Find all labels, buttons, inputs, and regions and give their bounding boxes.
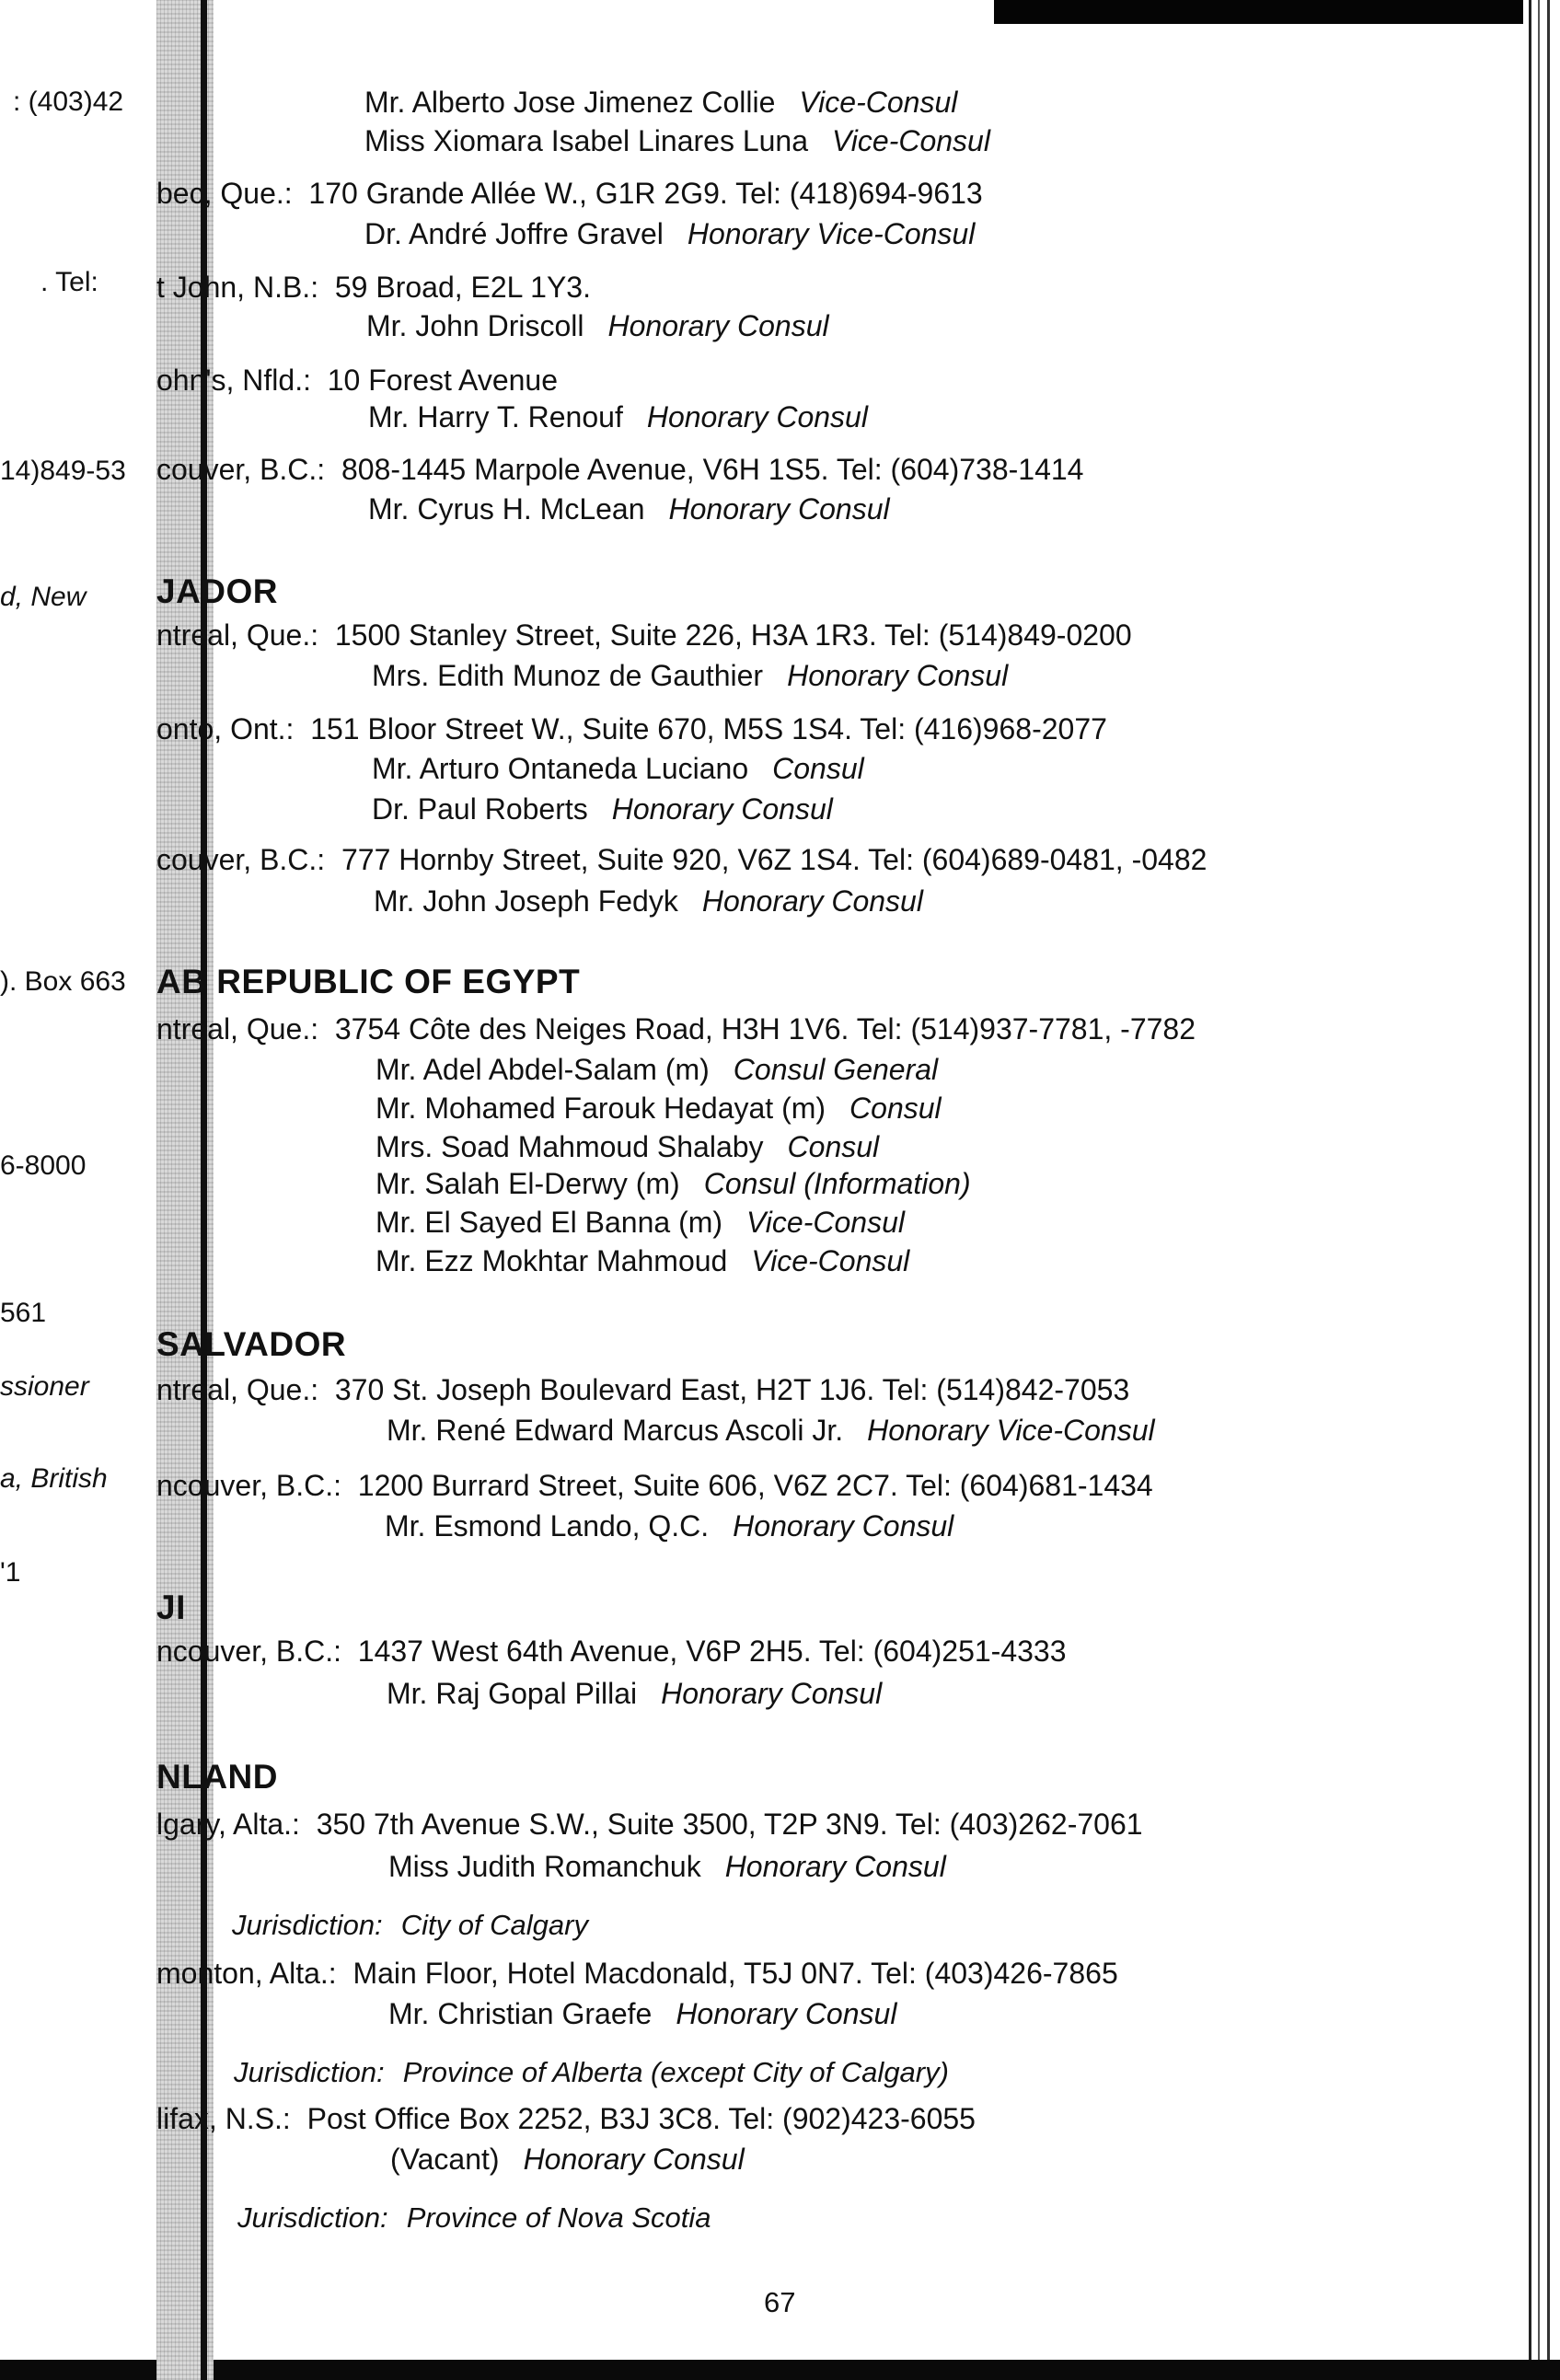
person-role: Honorary Vice-Consul (687, 217, 976, 250)
location-label: ntreal, Que.: (156, 1012, 319, 1046)
person-name: Mrs. Soad Mahmoud Shalaby (376, 1130, 764, 1163)
address: 151 Bloor Street W., Suite 670, M5S 1S4. Tel: (416)968-2077 (310, 712, 1107, 745)
person-role: Vice-Consul (832, 124, 990, 157)
person-line (374, 886, 923, 916)
address-line (156, 620, 1132, 650)
person-name: Mr. Mohamed Farouk Hedayat (m) (376, 1092, 826, 1125)
jurisdiction-line (237, 2201, 711, 2235)
person-role: Honorary Consul (787, 659, 1009, 692)
jurisdiction-value: Province of Nova Scotia (406, 2201, 711, 2234)
location-label: ncouver, B.C.: (156, 1635, 341, 1668)
page-number: 67 (764, 2286, 796, 2318)
person-role: Consul (Information) (703, 1167, 971, 1200)
person-name: Mr. El Sayed El Banna (m) (376, 1206, 723, 1239)
person-line (390, 2144, 745, 2174)
person-name: Mr. John Joseph Fedyk (374, 884, 678, 918)
person-line (376, 1207, 905, 1237)
address: 350 7th Avenue S.W., Suite 3500, T2P 3N9. Tel: (403)262-7061 (316, 1808, 1143, 1841)
person-line (368, 494, 890, 524)
person-role: Honorary Consul (676, 1997, 897, 2030)
address: 370 St. Joseph Boulevard East, H2T 1J6. Tel: (514)842-7053 (334, 1373, 1130, 1406)
country-heading: AB REPUBLIC OF EGYPT (156, 963, 581, 1000)
address: Post Office Box 2252, B3J 3C8. Tel: (902)423-6055 (306, 2102, 976, 2135)
address-line (156, 365, 558, 395)
person-role: Honorary Consul (611, 792, 833, 826)
person-role: Consul (772, 752, 864, 785)
jurisdiction-label: Jurisdiction: (234, 2056, 385, 2088)
person-role: Consul (849, 1092, 942, 1125)
person-line (385, 1511, 953, 1541)
person-name: Dr. Paul Roberts (372, 792, 588, 826)
prev-fragment: . Tel: (40, 267, 98, 297)
prev-fragment: : (403)42 (13, 87, 124, 117)
person-line (388, 1852, 946, 1881)
jurisdiction-line (234, 2056, 949, 2089)
person-name: Miss Judith Romanchuk (388, 1850, 701, 1883)
address-line (156, 714, 1107, 744)
jurisdiction-line (232, 1909, 588, 1942)
address: 777 Hornby Street, Suite 920, V6Z 1S4. Tel: (604)689-0481, -0482 (341, 843, 1208, 876)
person-line (366, 311, 829, 341)
prev-fragment: 6-8000 (0, 1150, 87, 1181)
person-name: Mr. Adel Abdel-Salam (m) (376, 1053, 710, 1086)
person-role: Consul (787, 1130, 880, 1163)
person-role: Honorary Consul (724, 1850, 946, 1883)
person-line (364, 126, 990, 156)
location-label: couver, B.C.: (156, 843, 326, 876)
prev-fragment: d, New (0, 582, 87, 612)
person-name: Dr. André Joffre Gravel (364, 217, 664, 250)
country-heading: SALVADOR (156, 1325, 347, 1363)
person-role: Vice-Consul (799, 86, 958, 119)
person-role: Honorary Consul (733, 1509, 954, 1542)
person-role: Vice-Consul (746, 1206, 905, 1239)
person-line (364, 219, 975, 248)
person-name: Miss Xiomara Isabel Linares Luna (364, 124, 809, 157)
address: 170 Grande Allée W., G1R 2G9. Tel: (418)694-9613 (308, 177, 983, 210)
jurisdiction-label: Jurisdiction: (232, 1909, 383, 1941)
person-name: Mr. Ezz Mokhtar Mahmoud (376, 1244, 728, 1277)
person-line (364, 87, 957, 117)
location-label: lgary, Alta.: (156, 1808, 300, 1841)
person-role: Honorary Consul (668, 492, 890, 526)
address-line (156, 455, 1083, 484)
address-line (156, 2104, 976, 2133)
person-line (376, 1132, 879, 1161)
location-label: ncouver, B.C.: (156, 1469, 341, 1502)
prev-fragment: 14)849-53 (0, 456, 126, 486)
person-role: Honorary Vice-Consul (867, 1414, 1155, 1447)
location-label: t John, N.B.: (156, 271, 319, 304)
address-line (156, 272, 591, 302)
person-line (372, 661, 1008, 690)
prev-fragment: '1 (0, 1557, 21, 1588)
prev-fragment: ). Box 663 (0, 966, 126, 997)
prev-fragment: 561 (0, 1298, 47, 1328)
person-role: Honorary Consul (523, 2143, 745, 2176)
person-line (376, 1055, 938, 1084)
jurisdiction-label: Jurisdiction: (237, 2201, 388, 2234)
person-name: Mr. Salah El-Derwy (m) (376, 1167, 680, 1200)
person-line (376, 1093, 942, 1123)
country-heading: JI (156, 1589, 186, 1626)
jurisdiction-value: City of Calgary (400, 1909, 588, 1941)
address-line (156, 1471, 1153, 1500)
person-role: Honorary Consul (607, 309, 829, 342)
location-label: onto, Ont.: (156, 712, 295, 745)
location-label: couver, B.C.: (156, 453, 326, 486)
location-label: ntreal, Que.: (156, 618, 319, 652)
jurisdiction-value: Province of Alberta (except City of Calgary) (402, 2056, 949, 2088)
address: 3754 Côte des Neiges Road, H3H 1V6. Tel: (514)937-7781, -7782 (334, 1012, 1196, 1046)
person-role: Honorary Consul (701, 884, 923, 918)
person-role: Honorary Consul (646, 400, 868, 433)
person-name: Mr. Harry T. Renouf (368, 400, 623, 433)
person-name: Mr. Arturo Ontaneda Luciano (372, 752, 749, 785)
country-heading: JADOR (156, 572, 279, 610)
address: 1437 West 64th Avenue, V6P 2H5. Tel: (604)251-4333 (357, 1635, 1067, 1668)
person-name: Mrs. Edith Munoz de Gauthier (372, 659, 764, 692)
person-name: Mr. Alberto Jose Jimenez Collie (364, 86, 776, 119)
address-line (156, 1014, 1196, 1044)
person-name: Mr. Esmond Lando, Q.C. (385, 1509, 710, 1542)
person-role: Consul General (733, 1053, 939, 1086)
person-line (372, 754, 864, 783)
person-line (376, 1169, 971, 1198)
location-label: ohn's, Nfld.: (156, 364, 311, 397)
location-label: bec, Que.: (156, 177, 293, 210)
address: 1500 Stanley Street, Suite 226, H3A 1R3. Tel: (514)849-0200 (334, 618, 1132, 652)
address-line (156, 1375, 1129, 1404)
person-line (372, 794, 833, 824)
country-heading: NLAND (156, 1758, 278, 1796)
person-line (368, 402, 868, 432)
address: Main Floor, Hotel Macdonald, T5J 0N7. Tel: (403)426-7865 (352, 1957, 1118, 1990)
address-line (156, 1809, 1143, 1839)
address-line (156, 1636, 1067, 1666)
location-label: ntreal, Que.: (156, 1373, 319, 1406)
person-name: (Vacant) (390, 2143, 500, 2176)
person-name: Mr. Christian Graefe (388, 1997, 653, 2030)
address: 10 Forest Avenue (327, 364, 558, 397)
location-label: lifax, N.S.: (156, 2102, 291, 2135)
person-role: Honorary Consul (661, 1677, 883, 1710)
person-role: Vice-Consul (751, 1244, 910, 1277)
address-line (156, 845, 1207, 874)
person-name: Mr. René Edward Marcus Ascoli Jr. (387, 1414, 844, 1447)
prev-fragment: a, British (0, 1463, 108, 1494)
address: 1200 Burrard Street, Suite 606, V6Z 2C7. Tel: (604)681-1434 (357, 1469, 1153, 1502)
person-line (388, 1999, 896, 2028)
person-line (376, 1246, 909, 1276)
person-line (387, 1679, 882, 1708)
person-name: Mr. Raj Gopal Pillai (387, 1677, 638, 1710)
prev-fragment: ssioner (0, 1371, 89, 1402)
address-line (156, 179, 983, 208)
location-label: monton, Alta.: (156, 1957, 337, 1990)
address: 59 Broad, E2L 1Y3. (334, 271, 591, 304)
address: 808-1445 Marpole Avenue, V6H 1S5. Tel: (604)738-1414 (341, 453, 1084, 486)
person-name: Mr. Cyrus H. McLean (368, 492, 645, 526)
person-name: Mr. John Driscoll (366, 309, 584, 342)
address-line (156, 1958, 1118, 1988)
person-line (387, 1415, 1155, 1445)
